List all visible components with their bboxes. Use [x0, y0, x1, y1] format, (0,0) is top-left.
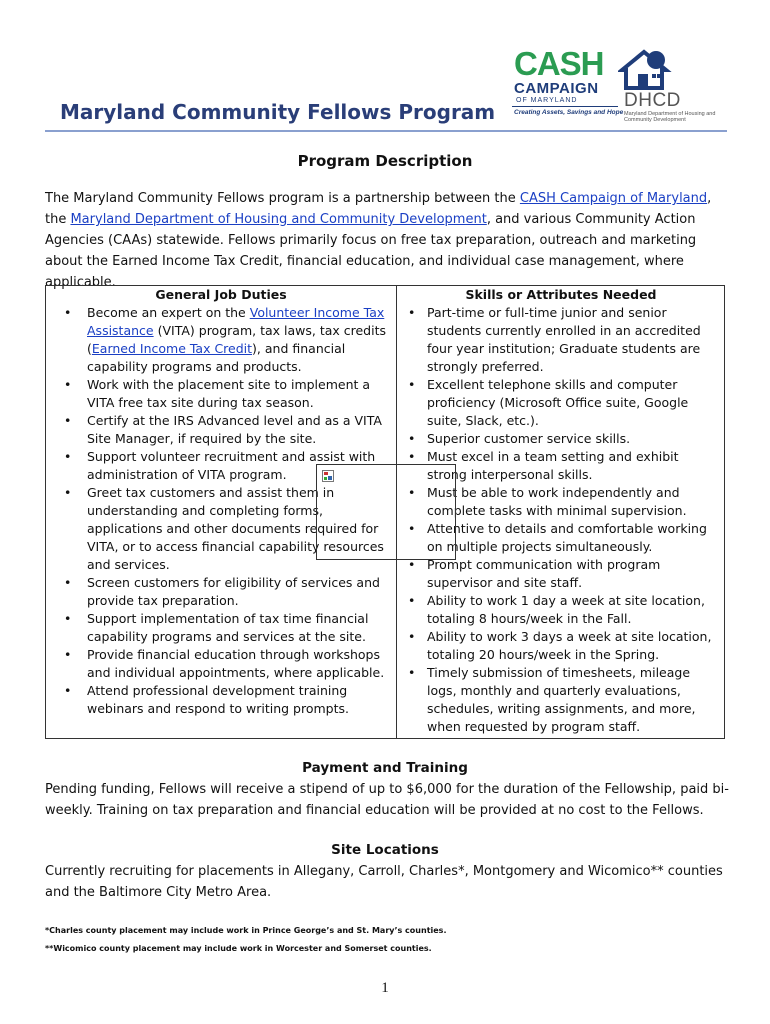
list-item: • Certify at the IRS Advanced level and as a VITA Site Manager, if required by the site.: [46, 412, 396, 448]
logo-divider: [512, 106, 618, 107]
house-icon: [618, 48, 678, 90]
eitc-link[interactable]: Earned Income Tax Credit: [91, 341, 253, 356]
logo-dhcd-text: DHCD: [624, 90, 681, 111]
list-item: • Attend professional development training webinars and respond to writing prompts.: [46, 682, 396, 718]
list-item: [46, 304, 396, 376]
duty-text: ), and financial capability programs and products.: [87, 341, 346, 374]
list-item: • Ability to work 3 days a week at site location, totaling 20 hours/week in the Spring.: [397, 628, 725, 664]
list-item: • Support volunteer recruitment and assist with administration of VITA program.: [46, 448, 396, 484]
payment-heading: Payment and Training: [302, 760, 468, 776]
list-item: • Screen customers for eligibility of services and provide tax preparation.: [46, 574, 396, 610]
list-item: • Work with the placement site to implement a VITA free tax site during tax season.: [46, 376, 396, 412]
title-rule: [45, 130, 727, 132]
dhcd-link[interactable]: Maryland Department of Housing and Community Development: [70, 212, 487, 227]
list-item: • Support implementation of tax time financial capability programs and services at the site.: [46, 610, 396, 646]
page-number: 1: [381, 980, 389, 996]
cash-dhcd-logo: [512, 46, 727, 126]
logo-of-maryland-text: OF MARYLAND: [516, 97, 578, 104]
list-item: • Timely submission of timesheets, mileage logs, monthly and quarterly evaluations, schedules, writing assignments, and more, when requested by program staff.: [397, 664, 725, 736]
description-text-1: The Maryland Community Fellows program is a partnership between the: [45, 191, 520, 206]
list-item: • Excellent telephone skills and computer proficiency (Microsoft Office suite, Google suite, Slack, etc.).: [397, 376, 725, 430]
cash-campaign-link[interactable]: CASH Campaign of Maryland: [519, 191, 708, 206]
list-item: • Must be able to work independently and complete tasks with minimal supervision.: [397, 484, 725, 520]
program-title: Maryland Community Fellows Program: [60, 100, 496, 124]
list-item: • Provide financial education through workshops and individual appointments, where applicable.: [46, 646, 396, 682]
footnote-wicomico: **Wicomico county placement may include work in Worcester and Somerset counties.: [45, 944, 432, 953]
description-text-2: , the: [45, 191, 712, 227]
list-item: • Part-time or full-time junior and senior students currently enrolled in an accredited four year institution; Graduate students are strongly preferred.: [397, 304, 725, 376]
description-text-3: , and various Community Action Agencies (CAAs) statewide. Fellows primarily focus on free tax preparation, outreach and marketing about the Earned Income Tax Credit, financial education, and individual case management, where applicable.: [45, 212, 697, 290]
program-description-paragraph: [45, 188, 735, 293]
broken-image-icon: [322, 470, 334, 482]
list-item: • Greet tax customers and assist them in understanding and completing forms, applications and other documents required for VITA, or to access financial capability resources and services.: [46, 484, 396, 574]
logo-tagline: Creating Assets, Savings and Hope: [514, 109, 624, 116]
logo-cash-text: CASH: [514, 45, 604, 82]
logo-dhcd-subtitle: Maryland Department of Housing and Community Development: [624, 111, 716, 123]
list-item: • Superior customer service skills.: [397, 430, 725, 448]
site-locations-heading: Site Locations: [331, 842, 439, 858]
payment-paragraph: Pending funding, Fellows will receive a stipend of up to $6,000 for the duration of the Fellowship, paid bi-weekly. Training on tax preparation and financial education will be provided at no cost to the Fellows.: [45, 782, 729, 818]
list-item: • Attentive to details and comfortable working on multiple projects simultaneously.: [397, 520, 725, 556]
list-item: • Must excel in a team setting and exhibit strong interpersonal skills.: [397, 448, 725, 484]
site-locations-paragraph: Currently recruiting for placements in Allegany, Carroll, Charles*, Montgomery and Wicomico** counties and the Baltimore City Metro Area.: [45, 864, 723, 900]
skills-heading: Skills or Attributes Needed: [465, 287, 657, 302]
vita-link[interactable]: Volunteer Income Tax Assistance: [87, 305, 385, 338]
duty-text: (VITA) program, tax laws, tax credits (: [87, 323, 386, 356]
logo-campaign-text: CAMPAIGN: [514, 80, 599, 97]
list-item: • Prompt communication with program supervisor and site staff.: [397, 556, 725, 592]
duty-text: Become an expert on the: [87, 305, 250, 320]
list-item: • Ability to work 1 day a week at site location, totaling 8 hours/week in the Fall.: [397, 592, 725, 628]
footnote-charles: *Charles county placement may include work in Prince George’s and St. Mary’s counties.: [45, 926, 447, 935]
broken-image-frame: [316, 464, 456, 560]
program-description-heading: Program Description: [297, 152, 473, 170]
general-job-duties-heading: General Job Duties: [155, 287, 287, 302]
